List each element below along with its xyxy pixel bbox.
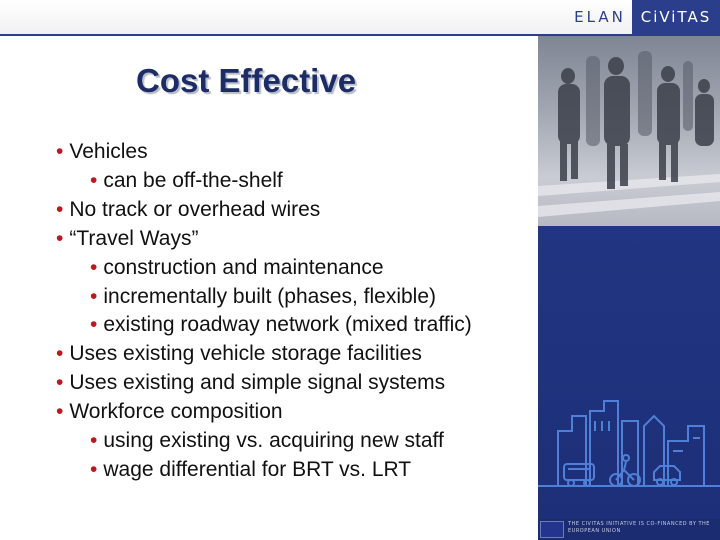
bullet-text: wage differential for BRT vs. LRT [103,457,412,481]
bullet-item [56,340,422,368]
bullet-marker: • [56,371,64,395]
pedestrians-photo [538,36,720,226]
eu-flag-icon [540,521,564,538]
bullet-text: can be off-the-shelf [103,168,283,192]
civitas-logo: CiViTAS [632,0,720,34]
bullet-text: existing roadway network (mixed traffic) [103,313,472,337]
bullet-marker: • [90,457,98,481]
sub-bullet-item [90,456,411,484]
bullet-marker: • [90,255,98,279]
sub-bullet-item [90,283,436,311]
bullet-item [56,138,148,166]
bullet-text: incrementally built (phases, flexible) [103,284,437,308]
bullet-marker: • [56,197,64,221]
bullet-marker: • [90,429,98,452]
sub-bullet-item [90,427,444,455]
bullet-marker: • [56,226,64,250]
footer-cofinanced-text: THE CIVITAS INITIATIVE IS CO-FINANCED BY THE EUROPEAN UNION [568,521,710,534]
sub-bullet-item [90,254,384,282]
bullet-item [56,369,445,397]
sub-bullet-item [90,311,472,339]
bullet-text: No track or overhead wires [69,197,321,221]
bullet-text: using existing vs. acquiring new staff [103,429,444,452]
slide-title: Cost Effective [136,62,357,99]
bullet-marker: • [90,168,98,192]
bullet-text: Uses existing vehicle storage facilities [69,342,422,366]
bullet-text: “Travel Ways” [69,226,199,250]
bullet-item [56,398,283,426]
bullet-text: Workforce composition [69,400,283,424]
bullet-marker: • [56,342,64,366]
bullet-text: Uses existing and simple signal systems [69,371,446,395]
bullet-marker: • [90,284,98,308]
sub-bullet-item [90,167,283,195]
elan-logo: ELAN [574,8,626,26]
bullet-marker: • [56,400,64,424]
bullet-marker: • [56,140,64,163]
bullet-marker: • [90,313,98,337]
city-illustration-panel [538,226,720,519]
bullet-item [56,196,320,224]
bullet-text: Vehicles [69,140,148,163]
bullet-text: construction and maintenance [103,255,384,279]
bullet-item [56,225,198,253]
